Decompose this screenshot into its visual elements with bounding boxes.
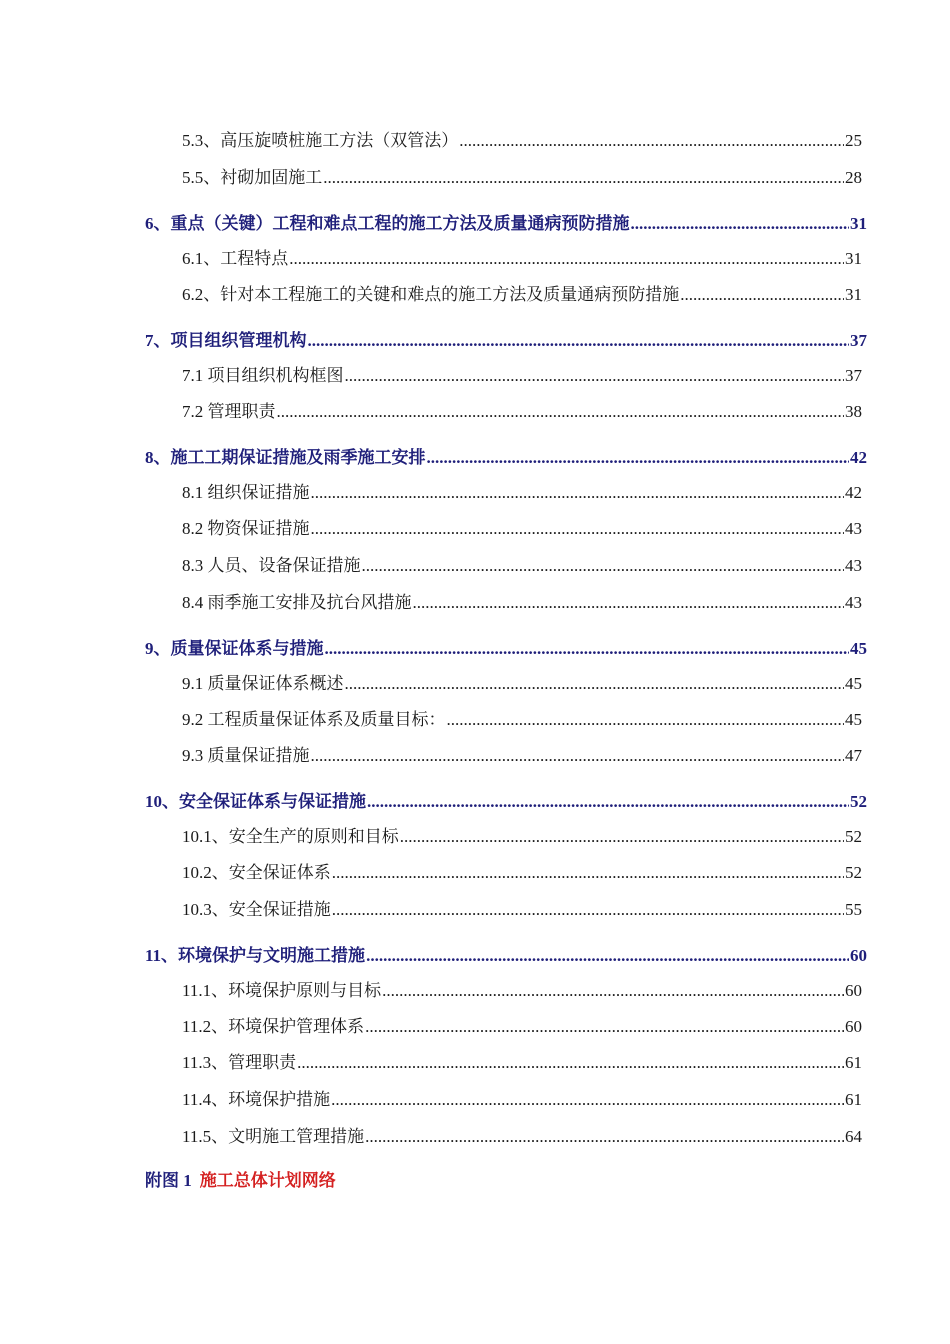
toc-entry-page: 31 bbox=[845, 249, 862, 268]
toc-sub-entry[interactable] bbox=[182, 895, 862, 920]
toc-sub-entry[interactable] bbox=[182, 514, 862, 539]
toc-entry-title: 11、环境保护与文明施工措施 bbox=[145, 946, 366, 965]
toc-sub-entry[interactable] bbox=[182, 478, 862, 503]
dot-leader bbox=[311, 746, 845, 766]
toc-entry-page: 52 bbox=[850, 792, 867, 811]
toc-entry-page: 52 bbox=[845, 827, 862, 846]
toc-heading-entry[interactable] bbox=[145, 209, 867, 234]
toc-entry-title: 11.5、文明施工管理措施 bbox=[182, 1127, 365, 1146]
appendix-label: 附图 1 bbox=[145, 1171, 192, 1190]
toc-sub-entry[interactable] bbox=[182, 244, 862, 269]
toc-entry-page: 25 bbox=[845, 131, 862, 150]
toc-sub-entry[interactable] bbox=[182, 1085, 862, 1110]
toc-heading-entry[interactable] bbox=[145, 941, 867, 966]
toc-entry-title: 9.2 工程质量保证体系及质量目标： bbox=[182, 710, 446, 729]
toc-entry-page: 61 bbox=[845, 1053, 862, 1072]
dot-leader bbox=[366, 946, 849, 966]
toc-entry-page: 47 bbox=[845, 746, 862, 765]
dot-leader bbox=[289, 249, 844, 269]
dot-leader bbox=[631, 214, 850, 234]
toc-entry-title: 9、质量保证体系与措施 bbox=[145, 639, 324, 658]
toc-entry-title: 9.3 质量保证措施 bbox=[182, 746, 310, 765]
dot-leader bbox=[382, 981, 844, 1001]
toc-entry-title: 6.2、针对本工程施工的关键和难点的施工方法及质量通病预防措施 bbox=[182, 285, 680, 304]
toc-entry-page: 28 bbox=[845, 168, 862, 187]
toc-entry-title: 10.2、安全保证体系 bbox=[182, 863, 331, 882]
toc-sub-entry[interactable] bbox=[182, 669, 862, 694]
toc-entry-page: 43 bbox=[845, 593, 862, 612]
toc-entry-title: 7.2 管理职责 bbox=[182, 402, 276, 421]
toc-heading-entry[interactable] bbox=[145, 443, 867, 468]
dot-leader bbox=[311, 483, 845, 503]
dot-leader bbox=[680, 285, 844, 305]
toc-entry-title: 6.1、工程特点 bbox=[182, 249, 289, 268]
toc-entry-title: 8.4 雨季施工安排及抗台风措施 bbox=[182, 593, 412, 612]
toc-entry-page: 37 bbox=[850, 331, 867, 350]
toc-entry-page: 42 bbox=[850, 448, 867, 467]
toc-entry-title: 5.3、高压旋喷桩施工方法（双管法） bbox=[182, 131, 459, 150]
toc-sub-entry[interactable] bbox=[182, 822, 862, 847]
toc-entry-page: 45 bbox=[845, 674, 862, 693]
toc-entry-page: 61 bbox=[845, 1090, 862, 1109]
toc-entry-page: 52 bbox=[845, 863, 862, 882]
toc-entry-page: 37 bbox=[845, 366, 862, 385]
dot-leader bbox=[297, 1053, 844, 1073]
toc-sub-entry[interactable] bbox=[182, 551, 862, 576]
toc-entry-title: 7.1 项目组织机构框图 bbox=[182, 366, 344, 385]
dot-leader bbox=[459, 131, 844, 151]
toc-entry-title: 8.1 组织保证措施 bbox=[182, 483, 310, 502]
toc-entry-title: 10.1、安全生产的原则和目标 bbox=[182, 827, 399, 846]
dot-leader bbox=[362, 556, 845, 576]
dot-leader bbox=[277, 402, 845, 422]
dot-leader bbox=[332, 900, 844, 920]
toc-entry-title: 6、重点（关键）工程和难点工程的施工方法及质量通病预防措施 bbox=[145, 214, 630, 233]
appendix-entry[interactable] bbox=[145, 1166, 336, 1191]
toc-heading-entry[interactable] bbox=[145, 787, 867, 812]
toc-entry-title: 11.4、环境保护措施 bbox=[182, 1090, 331, 1109]
toc-entry-title: 7、项目组织管理机构 bbox=[145, 331, 307, 350]
toc-sub-entry[interactable] bbox=[182, 163, 862, 188]
toc-entry-title: 8、施工工期保证措施及雨季施工安排 bbox=[145, 448, 426, 467]
dot-leader bbox=[311, 519, 845, 539]
toc-sub-entry[interactable] bbox=[182, 361, 862, 386]
toc-sub-entry[interactable] bbox=[182, 858, 862, 883]
toc-sub-entry[interactable] bbox=[182, 1012, 862, 1037]
toc-entry-page: 60 bbox=[845, 1017, 862, 1036]
toc-entry-page: 43 bbox=[845, 519, 862, 538]
toc-heading-entry[interactable] bbox=[145, 326, 867, 351]
dot-leader bbox=[323, 168, 844, 188]
dot-leader bbox=[365, 1127, 844, 1147]
dot-leader bbox=[400, 827, 844, 847]
toc-entry-page: 31 bbox=[850, 214, 867, 233]
toc-entry-page: 43 bbox=[845, 556, 862, 575]
dot-leader bbox=[332, 863, 844, 883]
toc-entry-page: 38 bbox=[845, 402, 862, 421]
toc-entry-title: 8.2 物资保证措施 bbox=[182, 519, 310, 538]
toc-entry-title: 11.2、环境保护管理体系 bbox=[182, 1017, 365, 1036]
toc-sub-entry[interactable] bbox=[182, 397, 862, 422]
toc-entry-title: 8.3 人员、设备保证措施 bbox=[182, 556, 361, 575]
toc-sub-entry[interactable] bbox=[182, 280, 862, 305]
dot-leader bbox=[308, 331, 850, 351]
dot-leader bbox=[365, 1017, 844, 1037]
toc-entry-page: 42 bbox=[845, 483, 862, 502]
dot-leader bbox=[413, 593, 845, 613]
toc-entry-title: 10、安全保证体系与保证措施 bbox=[145, 792, 366, 811]
toc-entry-title: 9.1 质量保证体系概述 bbox=[182, 674, 344, 693]
dot-leader bbox=[325, 639, 850, 659]
toc-sub-entry[interactable] bbox=[182, 588, 862, 613]
dot-leader bbox=[345, 674, 845, 694]
toc-entry-title: 11.3、管理职责 bbox=[182, 1053, 297, 1072]
dot-leader bbox=[447, 710, 845, 730]
dot-leader bbox=[427, 448, 850, 468]
toc-heading-entry[interactable] bbox=[145, 634, 867, 659]
toc-entry-page: 55 bbox=[845, 900, 862, 919]
toc-sub-entry[interactable] bbox=[182, 1048, 862, 1073]
toc-entry-page: 45 bbox=[850, 639, 867, 658]
toc-entry-title: 5.5、衬砌加固施工 bbox=[182, 168, 323, 187]
toc-sub-entry[interactable] bbox=[182, 741, 862, 766]
toc-entry-page: 64 bbox=[845, 1127, 862, 1146]
toc-entry-page: 60 bbox=[845, 981, 862, 1000]
toc-sub-entry[interactable] bbox=[182, 976, 862, 1001]
toc-entry-page: 60 bbox=[850, 946, 867, 965]
appendix-name: 施工总体计划网络 bbox=[199, 1171, 336, 1190]
toc-entry-title: 10.3、安全保证措施 bbox=[182, 900, 331, 919]
toc-entry-title: 11.1、环境保护原则与目标 bbox=[182, 981, 382, 1000]
toc-entry-page: 45 bbox=[845, 710, 862, 729]
toc-sub-entry[interactable] bbox=[182, 705, 862, 730]
dot-leader bbox=[367, 792, 849, 812]
toc-sub-entry[interactable] bbox=[182, 1122, 862, 1147]
toc-sub-entry[interactable] bbox=[182, 126, 862, 151]
dot-leader bbox=[345, 366, 845, 386]
dot-leader bbox=[331, 1090, 844, 1110]
toc-entry-page: 31 bbox=[845, 285, 862, 304]
